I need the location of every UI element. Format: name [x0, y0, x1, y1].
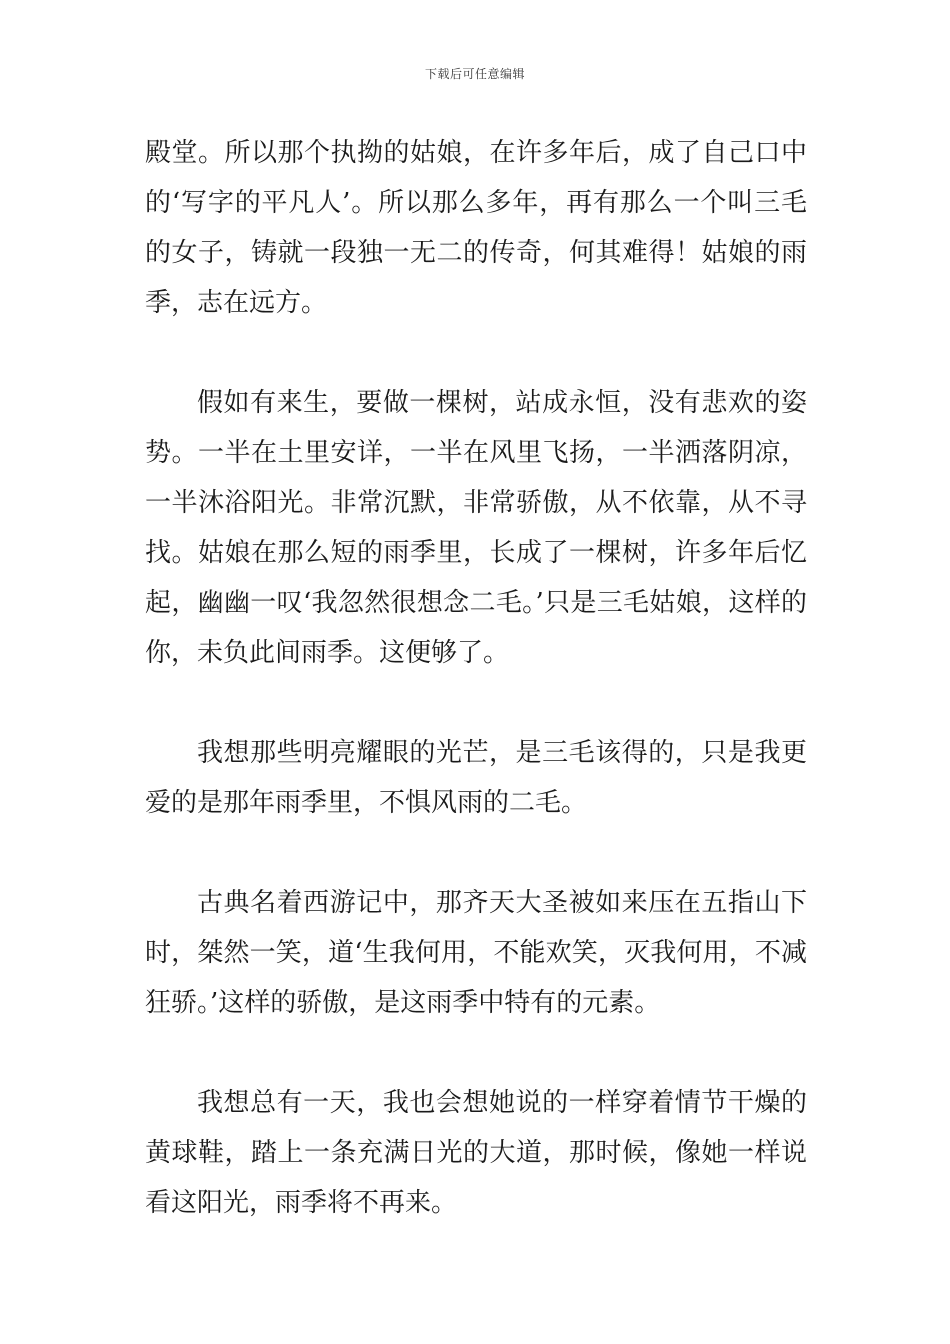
header-note: 下载后可任意编辑	[424, 67, 525, 81]
paragraph-2: 假如有来生，要做一棵树，站成永恒，没有悲欢的姿势。一半在土里安详，一半在风里飞扬，一半洒落阴凉，一半沐浴阳光。非常沉默，非常骄傲，从不依靠，从不寻找。姑娘在那么短的雨季里，长成了一棵树，许多年后忆起，幽幽一叹‘我忽然很想念二毛。’只是三毛姑娘，这样的你，未负此间雨季。这便够了。	[145, 388, 807, 668]
paragraph-gap	[145, 328, 807, 378]
paragraph-5: 我想总有一天，我也会想她说的一样穿着情节干燥的黄球鞋，踏上一条充满日光的大道，那时候，像她一样说看这阳光，雨季将不再来。	[145, 1088, 807, 1218]
paragraph-gap	[145, 678, 807, 728]
paragraph-3: 我想那些明亮耀眼的光芒，是三毛该得的，只是我更爱的是那年雨季里，不惧风雨的二毛。	[145, 738, 807, 818]
paragraph-gap	[145, 1028, 807, 1078]
paragraph-1: 殿堂。所以那个执拗的姑娘，在许多年后，成了自己口中的‘写字的平凡人’。所以那么多年，再有那么一个叫三毛的女子，铸就一段独一无二的传奇，何其难得！姑娘的雨季，志在远方。	[145, 138, 807, 318]
document-body	[145, 128, 807, 1228]
paragraph-gap	[145, 828, 807, 878]
paragraph-4: 古典名着西游记中，那齐天大圣被如来压在五指山下时，桀然一笑，道‘生我何用，不能欢笑，灭我何用，不减狂骄。’这样的骄傲，是这雨季中特有的元素。	[145, 888, 807, 1018]
